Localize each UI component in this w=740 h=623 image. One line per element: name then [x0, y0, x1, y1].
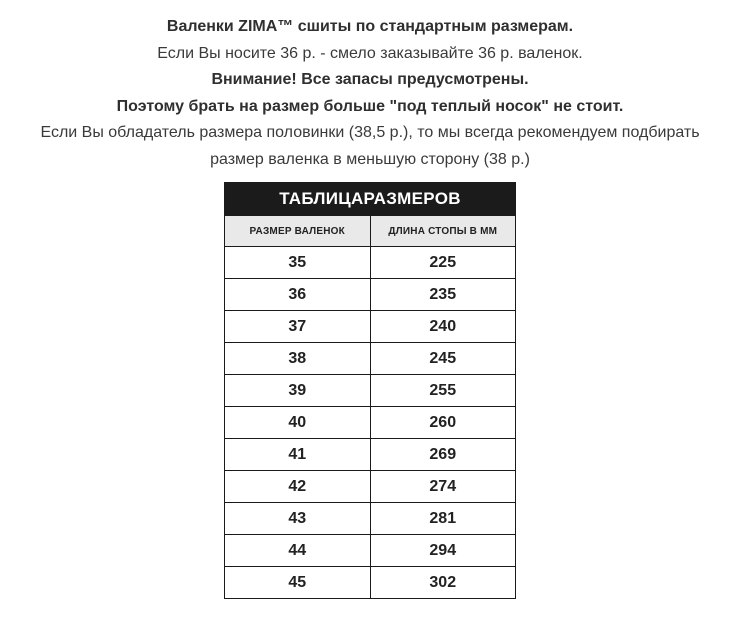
intro-line-1: Валенки ZIMA™ сшиты по стандартным размерам.: [166, 18, 574, 35]
intro-line-5: Если Вы обладатель размера половинки (38,5 р.), то мы всегда рекомендуем подбирать: [40, 124, 700, 141]
table-row: [225, 375, 515, 407]
table-row: [225, 311, 515, 343]
boot-size-cell: 44: [225, 535, 371, 566]
boot-size-cell: 38: [225, 343, 371, 374]
table-row: [225, 279, 515, 311]
intro-line-6: размер валенка в меньшую сторону (38 р.): [210, 150, 530, 168]
foot-length-cell: 269: [429, 445, 457, 463]
intro-text: [0, 14, 740, 173]
size-table: [224, 182, 516, 599]
boot-size-cell: 42: [225, 471, 371, 502]
header-boot-size: РАЗМЕР ВАЛЕНОК: [225, 216, 371, 246]
foot-length-cell: 235: [429, 285, 457, 303]
table-row: [225, 407, 515, 439]
table-row: [225, 567, 515, 598]
table-title: ТАБЛИЦАРАЗМЕРОВ: [225, 183, 515, 215]
foot-length-cell: 274: [429, 477, 457, 495]
table-row: [225, 471, 515, 503]
foot-length-cell: 240: [429, 317, 457, 335]
boot-size-cell: 40: [225, 407, 371, 438]
boot-size-cell: 43: [225, 503, 371, 534]
boot-size-cell: 37: [225, 311, 371, 342]
table-row: [225, 343, 515, 375]
table-row: [225, 247, 515, 279]
foot-length-cell: 260: [429, 413, 457, 431]
foot-length-cell: 255: [429, 381, 457, 399]
table-row: [225, 439, 515, 471]
header-foot-length: ДЛИНА СТОПЫ В ММ: [388, 225, 498, 237]
intro-line-2: Если Вы носите 36 р. - смело заказывайте 36 р. валенок.: [157, 44, 583, 62]
boot-size-cell: 39: [225, 375, 371, 406]
boot-size-cell: 35: [225, 247, 371, 278]
boot-size-cell: 45: [225, 567, 371, 598]
intro-line-4: Поэтому брать на размер больше "под теплый носок" не стоит.: [116, 97, 624, 115]
foot-length-cell: 225: [429, 253, 457, 271]
foot-length-cell: 294: [429, 541, 457, 559]
table-row: [225, 535, 515, 567]
foot-length-cell: 245: [429, 349, 457, 367]
intro-line-3: Внимание! Все запасы предусмотрены.: [211, 71, 529, 88]
foot-length-cell: 281: [429, 509, 457, 527]
table-body: [225, 247, 515, 598]
foot-length-cell: 302: [429, 573, 457, 591]
boot-size-cell: 36: [225, 279, 371, 310]
table-row: [225, 503, 515, 535]
table-header: [225, 215, 515, 247]
boot-size-cell: 41: [225, 439, 371, 470]
